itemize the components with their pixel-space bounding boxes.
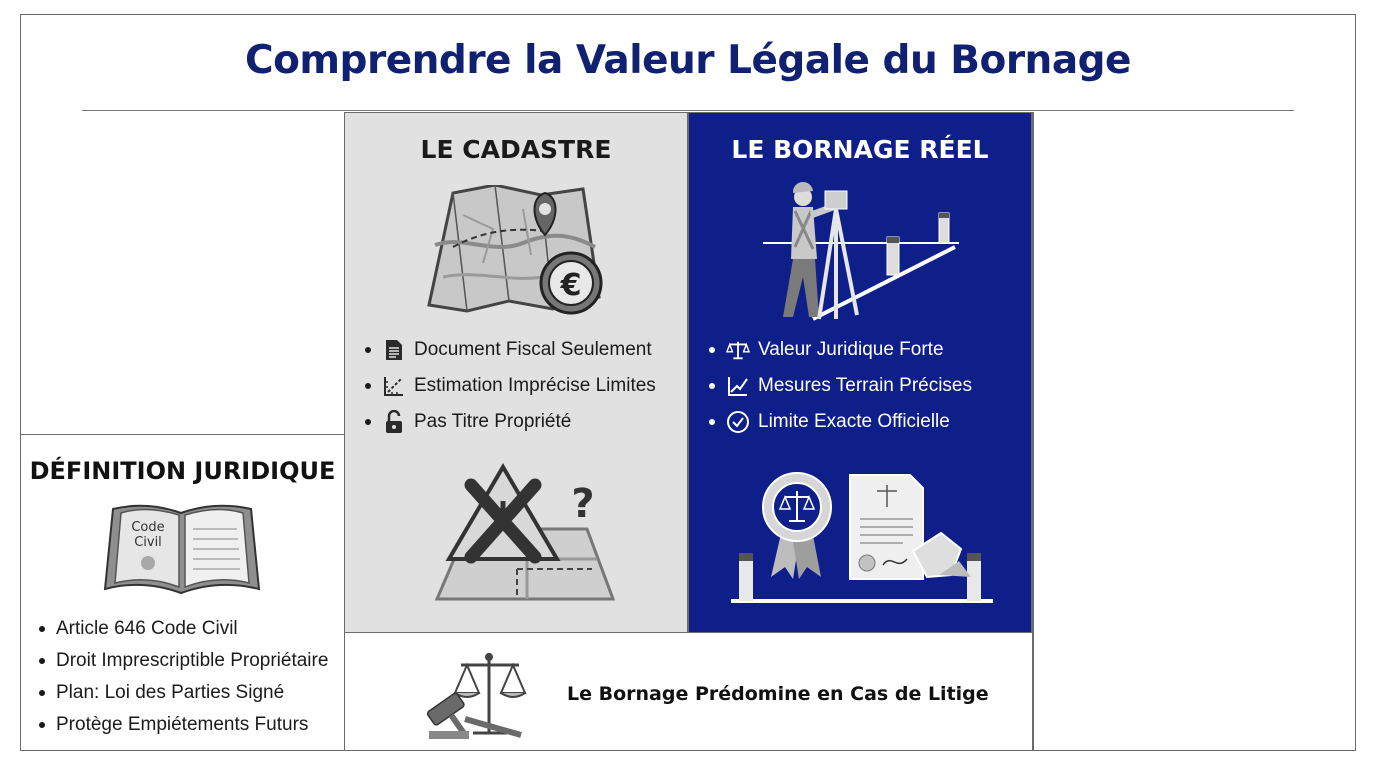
bornage-title: LE BORNAGE RÉEL: [731, 135, 989, 164]
measure-icon: [382, 374, 406, 398]
surveyor-icon: [763, 177, 963, 327]
uncertain-boundary-icon: [417, 459, 617, 607]
list-item: Mesures Terrain Précises: [709, 368, 972, 404]
chart-line-icon: [726, 374, 750, 398]
definition-panel: [20, 434, 345, 751]
code-civil-book-icon: [101, 501, 263, 599]
document-icon: [382, 338, 406, 362]
list-item: Droit Imprescriptible Propriétaire: [39, 645, 328, 677]
cadastre-list: [365, 332, 656, 440]
title-divider: [82, 110, 1294, 111]
open-lock-icon: [382, 410, 406, 434]
list-item: Valeur Juridique Forte: [709, 332, 972, 368]
definition-list: [39, 613, 328, 741]
list-item: Limite Exacte Officielle: [709, 404, 972, 440]
list-item: Document Fiscal Seulement: [365, 332, 656, 368]
right-column-divider: [1032, 112, 1034, 751]
official-certificate-icon: [727, 465, 997, 605]
list-item: Pas Titre Propriété: [365, 404, 656, 440]
list-item: Protège Empiétements Futurs: [39, 709, 328, 741]
conclusion-panel: [344, 632, 1033, 751]
list-item: Estimation Imprécise Limites: [365, 368, 656, 404]
scales-icon: [726, 338, 750, 362]
bornage-panel: [688, 112, 1032, 633]
map-euro-icon: [423, 185, 613, 317]
bornage-list: [709, 332, 972, 440]
cadastre-title: LE CADASTRE: [420, 135, 612, 164]
book-label: Civil: [134, 535, 162, 550]
euro-symbol: €: [560, 268, 582, 303]
book-label: Code: [131, 520, 165, 535]
list-item: Article 646 Code Civil: [39, 613, 328, 645]
check-circle-icon: [726, 410, 750, 434]
gavel-scales-icon: [425, 649, 537, 741]
conclusion-text: Le Bornage Prédomine en Cas de Litige: [567, 683, 989, 705]
svg-text:?: ?: [571, 481, 595, 527]
cadastre-panel: [344, 112, 688, 633]
list-item: Plan: Loi des Parties Signé: [39, 677, 328, 709]
page-title: Comprendre la Valeur Légale du Bornage: [244, 38, 1132, 83]
definition-title: DÉFINITION JURIDIQUE: [29, 457, 336, 485]
